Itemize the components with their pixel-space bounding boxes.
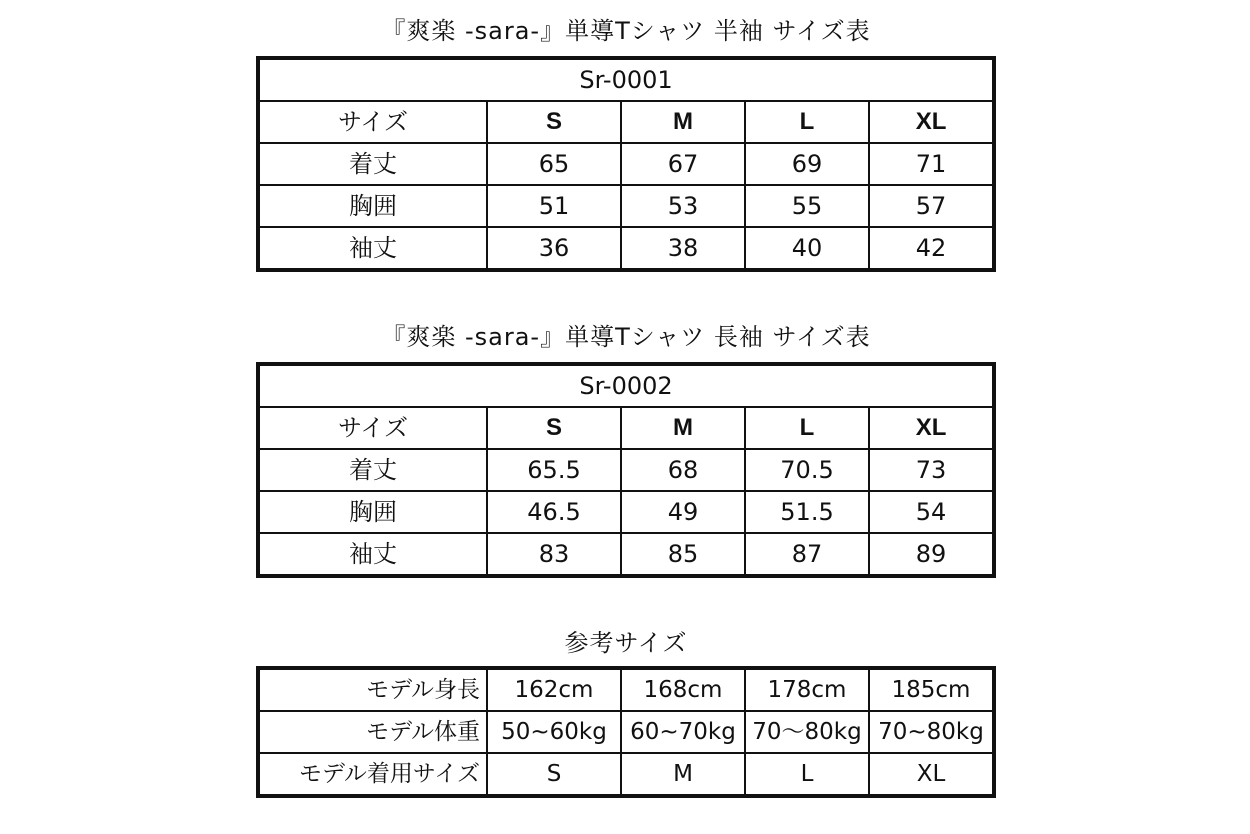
product-code: Sr-0001 bbox=[258, 58, 994, 101]
measurement-cell: 65.5 bbox=[487, 449, 621, 491]
row-label: 着丈 bbox=[258, 449, 487, 491]
size-header: S bbox=[487, 101, 621, 143]
reference-size-table bbox=[256, 666, 996, 798]
short-sleeve-title: 『爽楽 -sara-』単導Tシャツ 半袖 サイズ表 bbox=[381, 17, 871, 45]
measurement-cell: 65 bbox=[487, 143, 621, 185]
size-header-label: サイズ bbox=[258, 407, 487, 449]
table-row bbox=[258, 364, 994, 407]
reference-cell: L bbox=[745, 753, 869, 796]
size-header: L bbox=[745, 101, 869, 143]
table-row bbox=[258, 449, 994, 491]
measurement-cell: 51 bbox=[487, 185, 621, 227]
row-label: 胸囲 bbox=[258, 185, 487, 227]
measurement-cell: 70.5 bbox=[745, 449, 869, 491]
size-header: L bbox=[745, 407, 869, 449]
row-label: モデル身長 bbox=[258, 668, 487, 711]
size-header: XL bbox=[869, 101, 994, 143]
row-label: 着丈 bbox=[258, 143, 487, 185]
measurement-cell: 68 bbox=[621, 449, 745, 491]
measurement-cell: 67 bbox=[621, 143, 745, 185]
row-label: モデル着用サイズ bbox=[258, 753, 487, 796]
reference-cell: 50~60kg bbox=[487, 711, 621, 753]
measurement-cell: 73 bbox=[869, 449, 994, 491]
reference-cell: 168cm bbox=[621, 668, 745, 711]
measurement-cell: 87 bbox=[745, 533, 869, 576]
row-label: モデル体重 bbox=[258, 711, 487, 753]
reference-title: 参考サイズ bbox=[564, 629, 688, 657]
table-row bbox=[258, 668, 994, 711]
reference-cell: 70~80kg bbox=[869, 711, 994, 753]
size-header-label: サイズ bbox=[258, 101, 487, 143]
reference-cell: 60~70kg bbox=[621, 711, 745, 753]
measurement-cell: 71 bbox=[869, 143, 994, 185]
reference-cell: 178cm bbox=[745, 668, 869, 711]
table-row bbox=[258, 491, 994, 533]
measurement-cell: 83 bbox=[487, 533, 621, 576]
short-sleeve-size-table bbox=[256, 56, 996, 272]
reference-cell: 70〜80kg bbox=[745, 711, 869, 753]
measurement-cell: 36 bbox=[487, 227, 621, 270]
table-row bbox=[258, 185, 994, 227]
table-row bbox=[258, 143, 994, 185]
measurement-cell: 89 bbox=[869, 533, 994, 576]
table-row bbox=[258, 711, 994, 753]
measurement-cell: 69 bbox=[745, 143, 869, 185]
measurement-cell: 57 bbox=[869, 185, 994, 227]
measurement-cell: 53 bbox=[621, 185, 745, 227]
measurement-cell: 51.5 bbox=[745, 491, 869, 533]
reference-cell: 185cm bbox=[869, 668, 994, 711]
table-row bbox=[258, 407, 994, 449]
measurement-cell: 38 bbox=[621, 227, 745, 270]
product-code: Sr-0002 bbox=[258, 364, 994, 407]
row-label: 胸囲 bbox=[258, 491, 487, 533]
row-label: 袖丈 bbox=[258, 533, 487, 576]
table-row bbox=[258, 753, 994, 796]
long-sleeve-size-table bbox=[256, 362, 996, 578]
row-label: 袖丈 bbox=[258, 227, 487, 270]
measurement-cell: 46.5 bbox=[487, 491, 621, 533]
reference-cell: 162cm bbox=[487, 668, 621, 711]
table-row bbox=[258, 227, 994, 270]
table-row bbox=[258, 101, 994, 143]
long-sleeve-title: 『爽楽 -sara-』単導Tシャツ 長袖 サイズ表 bbox=[381, 323, 871, 351]
measurement-cell: 49 bbox=[621, 491, 745, 533]
measurement-cell: 40 bbox=[745, 227, 869, 270]
measurement-cell: 42 bbox=[869, 227, 994, 270]
size-header: S bbox=[487, 407, 621, 449]
reference-cell: S bbox=[487, 753, 621, 796]
size-header: M bbox=[621, 407, 745, 449]
table-row bbox=[258, 533, 994, 576]
size-header: XL bbox=[869, 407, 994, 449]
measurement-cell: 54 bbox=[869, 491, 994, 533]
reference-cell: M bbox=[621, 753, 745, 796]
measurement-cell: 55 bbox=[745, 185, 869, 227]
table-row bbox=[258, 58, 994, 101]
size-header: M bbox=[621, 101, 745, 143]
measurement-cell: 85 bbox=[621, 533, 745, 576]
reference-cell: XL bbox=[869, 753, 994, 796]
